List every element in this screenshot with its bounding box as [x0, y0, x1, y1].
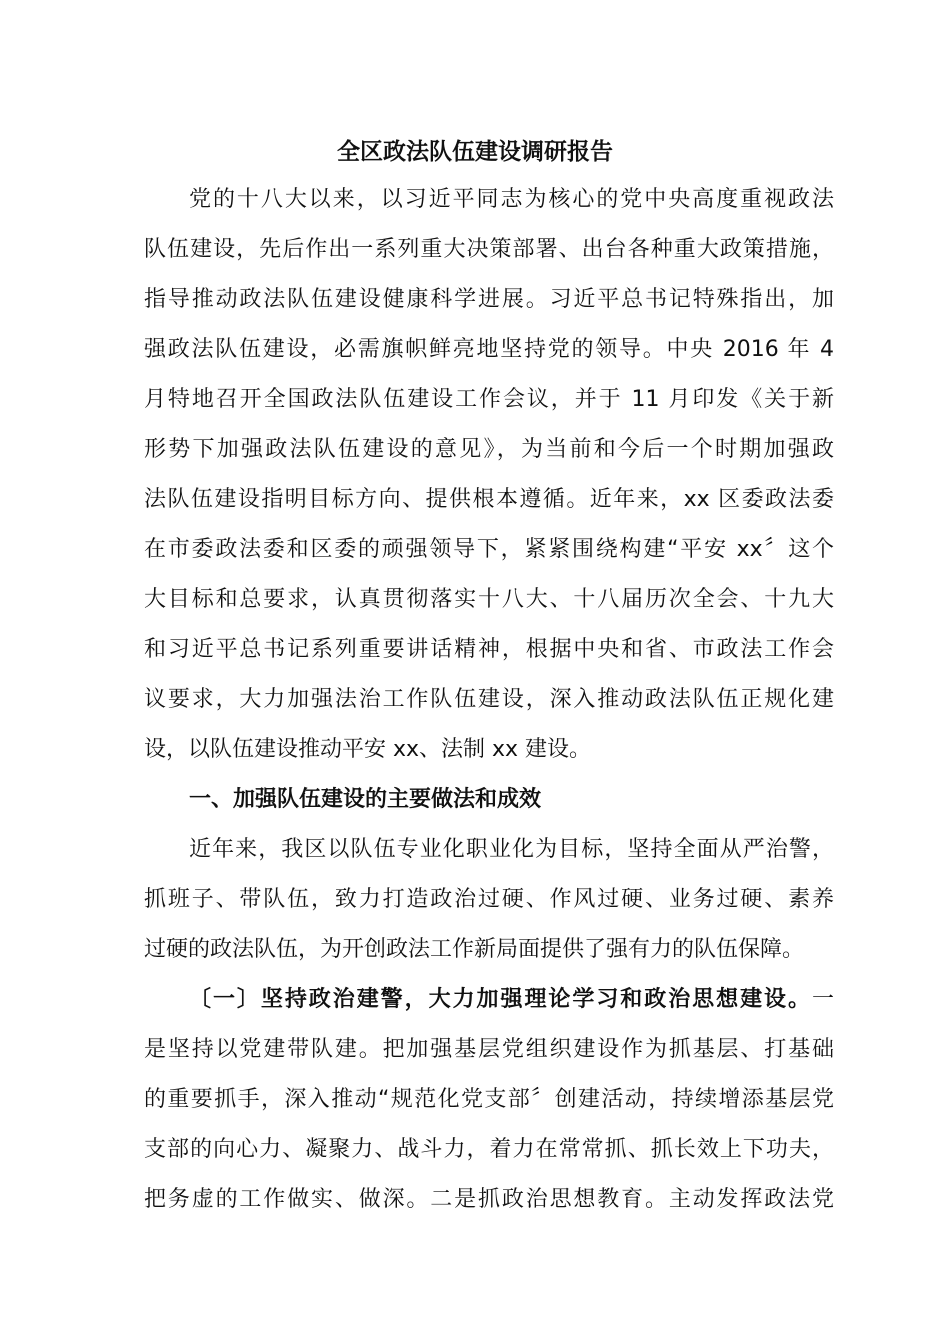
paragraph-line: 抓班子、带队伍，致力打造政治过硬、作风过硬、业务过硬、素养 — [144, 887, 834, 912]
paragraph-line: 把务虚的工作做实、做深。二是抓政治思想教育。主动发挥政法党 — [144, 1187, 834, 1212]
paragraph-line: 月特地召开全国政法队伍建设工作会议，并于 11 月印发《关于新 — [144, 387, 834, 412]
paragraph-line: 是坚持以党建带队建。把加强基层党组织建设作为抓基层、打基础 — [144, 1037, 834, 1062]
paragraph-line: 在市委政法委和区委的顽强领导下，紧紧围绕构建“平安 xx〞这个 — [144, 537, 834, 562]
paragraph-line: 法队伍建设指明目标方向、提供根本遵循。近年来，xx 区委政法委 — [144, 487, 834, 512]
paragraph-line: 大目标和总要求，认真贯彻落实十八大、十八届历次全会、十九大 — [144, 587, 834, 612]
paragraph-line: 党的十八大以来，以习近平同志为核心的党中央高度重视政法 — [189, 187, 834, 212]
paragraph-line: 过硬的政法队伍，为开创政法工作新局面提供了强有力的队伍保障。 — [144, 937, 805, 962]
paragraph-line: 议要求，大力加强法治工作队伍建设，深入推动政法队伍正规化建 — [144, 687, 834, 712]
subsection-text: 一 — [811, 987, 834, 1012]
subsection-first-line — [189, 980, 834, 1020]
paragraph-line: 和习近平总书记系列重要讲话精神，根据中央和省、市政法工作会 — [144, 637, 834, 662]
paragraph-line: 形势下加强政法队伍建设的意见》，为当前和今后一个时期加强政 — [144, 437, 834, 462]
paragraph-line: 队伍建设，先后作出一系列重大决策部署、出台各种重大政策措施， — [144, 237, 834, 262]
paragraph-line: 支部的向心力、凝聚力、战斗力，着力在常常抓、抓长效上下功夫， — [144, 1137, 834, 1162]
paragraph-line: 近年来，我区以队伍专业化职业化为目标，坚持全面从严治警， — [189, 837, 834, 862]
paragraph-line: 指导推动政法队伍建设健康科学进展。习近平总书记特殊指出，加 — [144, 287, 834, 312]
subsection-heading: 〔一〕坚持政治建警，大力加强理论学习和政治思想建设。 — [189, 987, 812, 1012]
paragraph-line: 设，以队伍建设推动平安 xx、法制 xx 建设。 — [144, 737, 592, 762]
paragraph-line: 强政法队伍建设，必需旗帜鲜亮地坚持党的领导。中央 2016 年 4 — [144, 337, 834, 362]
section-heading: 一、加强队伍建设的主要做法和成效 — [189, 787, 542, 812]
document-title: 全区政法队伍建设调研报告 — [337, 139, 613, 165]
paragraph-line: 的重要抓手，深入推动“规范化党支部〞创建活动，持续增添基层党 — [144, 1087, 834, 1112]
